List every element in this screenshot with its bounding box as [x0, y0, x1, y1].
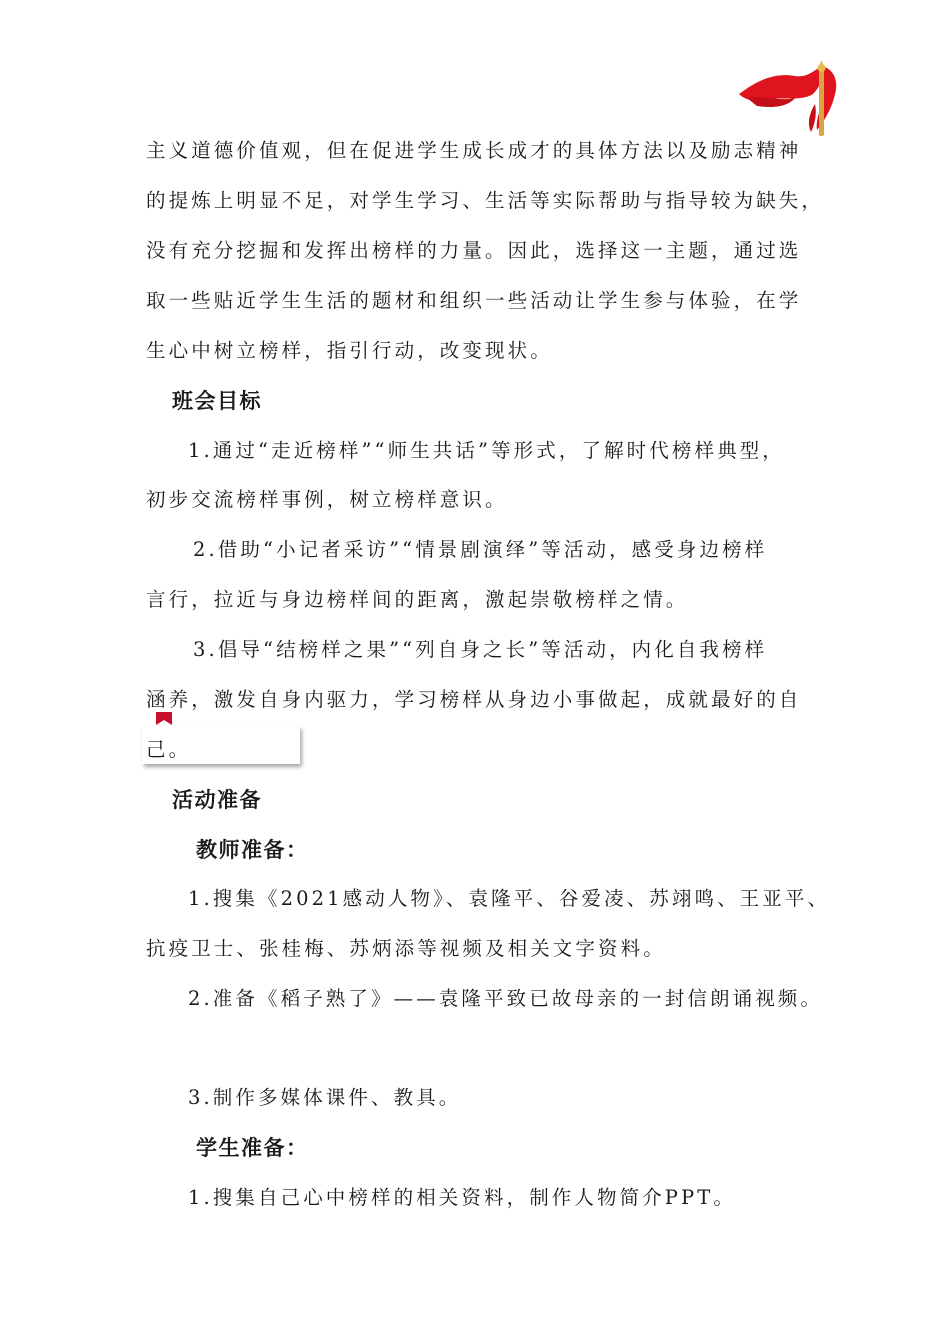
goal-2-line-1: 2.借助“小记者采访”“情景剧演绎”等活动，感受身边榜样 [193, 538, 768, 561]
teacher-prep-1-line-2: 抗疫卫士、张桂梅、苏炳添等视频及相关文字资料。 [146, 937, 666, 960]
subheading-student-prep: 学生准备： [196, 1136, 309, 1160]
subheading-teacher-prep: 教师准备： [196, 838, 309, 862]
section-heading-prep: 活动准备 [172, 788, 262, 812]
red-flag-torch-icon [735, 58, 847, 140]
intro-line-3: 没有充分挖掘和发挥出榜样的力量。因此，选择这一主题，通过选 [146, 239, 802, 262]
goal-2-line-2: 言行，拉近与身边榜样间的距离，激起崇敬榜样之情。 [146, 588, 689, 611]
teacher-prep-2: 2.准备《稻子熟了》——袁隆平致已故母亲的一封信朗诵视频。 [188, 987, 824, 1010]
student-prep-1: 1.搜集自己心中榜样的相关资料，制作人物简介PPT。 [188, 1186, 736, 1209]
goal-3-line-2: 涵养，激发自身内驱力，学习榜样从身边小事做起，成就最好的自 [146, 688, 802, 711]
section-heading-goals: 班会目标 [172, 389, 262, 413]
goal-1-line-1: 1.通过“走近榜样”“师生共话”等形式，了解时代榜样典型， [188, 439, 785, 462]
intro-line-1: 主义道德价值观，但在促进学生成长成才的具体方法以及励志精神 [146, 139, 802, 162]
intro-line-4: 取一些贴近学生生活的题材和组织一些活动让学生参与体验，在学 [146, 289, 802, 312]
intro-line-2: 的提炼上明显不足，对学生学习、生活等实际帮助与指导较为缺失， [146, 189, 825, 212]
intro-line-5: 生心中树立榜样，指引行动，改变现状。 [146, 339, 553, 362]
goal-3-line-1: 3.倡导“结榜样之果”“列自身之长”等活动，内化自我榜样 [193, 638, 768, 661]
goal-1-line-2: 初步交流榜样事例，树立榜样意识。 [146, 488, 508, 511]
goal-3-line-3: 己。 [146, 738, 192, 761]
teacher-prep-1-line-1: 1.搜集《2021感动人物》、袁隆平、谷爱凌、苏翊鸣、王亚平、 [188, 887, 831, 910]
teacher-prep-3: 3.制作多媒体课件、教具。 [188, 1086, 462, 1109]
